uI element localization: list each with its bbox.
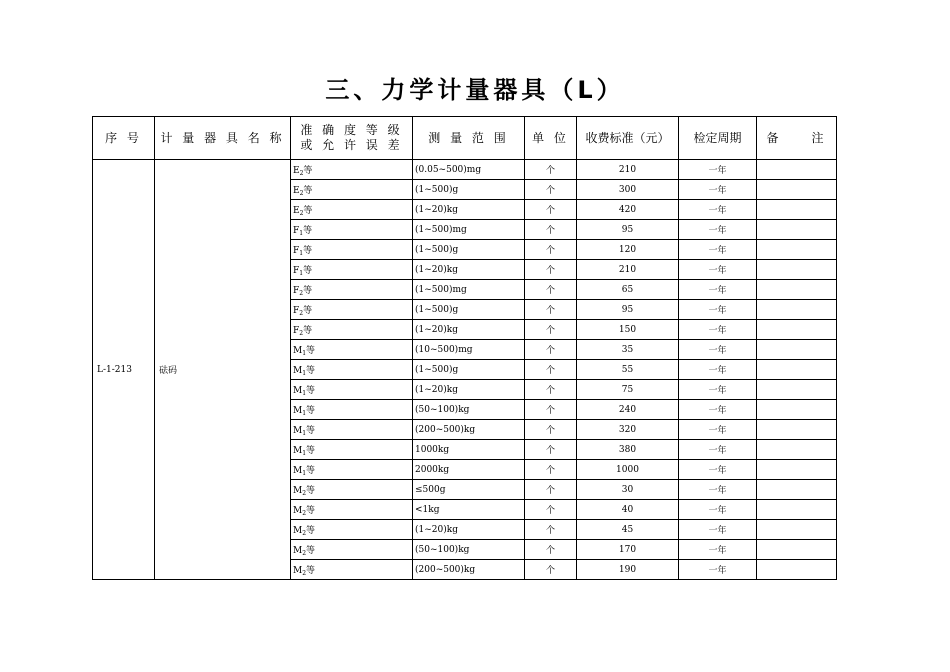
header-accuracy [291,117,413,160]
remark-cell [757,360,837,380]
period-cell: 一年 [679,320,757,340]
unit-cell: 个 [525,220,577,240]
fee-table [92,116,837,580]
unit-cell: 个 [525,440,577,460]
range-cell: 2000kg [413,460,525,480]
accuracy-cell [291,360,413,380]
accuracy-cell [291,220,413,240]
item-name: 砝码 [155,160,291,580]
remark-cell [757,520,837,540]
range-cell: (200~500)kg [413,560,525,580]
accuracy-suffix: 等 [306,385,316,396]
fee-cell: 35 [577,340,679,360]
remark-cell [757,460,837,480]
accuracy-cell [291,260,413,280]
accuracy-subscript: 2 [299,169,304,177]
range-cell: (1~20)kg [413,320,525,340]
accuracy-cell [291,440,413,460]
accuracy-subscript: 1 [302,409,307,417]
remark-cell [757,560,837,580]
header-accuracy-line2: 或 允 许 误 差 [300,138,403,152]
unit-cell: 个 [525,360,577,380]
accuracy-class: E [293,205,300,216]
period-cell: 一年 [679,560,757,580]
fee-cell: 45 [577,520,679,540]
unit-cell: 个 [525,480,577,500]
accuracy-suffix: 等 [303,225,313,236]
remark-cell [757,180,837,200]
accuracy-cell [291,560,413,580]
range-cell: (200~500)kg [413,420,525,440]
remark-cell [757,340,837,360]
fee-cell: 95 [577,220,679,240]
period-cell: 一年 [679,420,757,440]
unit-cell: 个 [525,340,577,360]
remark-cell [757,320,837,340]
range-cell: ≤500g [413,480,525,500]
accuracy-subscript: 1 [302,429,307,437]
unit-cell: 个 [525,500,577,520]
period-cell: 一年 [679,500,757,520]
fee-cell: 65 [577,280,679,300]
period-cell: 一年 [679,200,757,220]
accuracy-suffix: 等 [303,185,313,196]
accuracy-cell [291,420,413,440]
range-cell: (1~500)g [413,360,525,380]
unit-cell: 个 [525,540,577,560]
accuracy-subscript: 1 [302,369,307,377]
remark-cell [757,440,837,460]
unit-cell: 个 [525,280,577,300]
accuracy-class: M [293,345,303,356]
range-cell: (1~20)kg [413,200,525,220]
accuracy-subscript: 2 [302,489,307,497]
accuracy-class: M [293,445,303,456]
accuracy-class: M [293,465,303,476]
period-cell: 一年 [679,380,757,400]
remark-cell [757,500,837,520]
fee-cell: 1000 [577,460,679,480]
range-cell: (1~500)mg [413,220,525,240]
range-cell: 1000kg [413,440,525,460]
fee-cell: 210 [577,260,679,280]
accuracy-suffix: 等 [306,465,316,476]
accuracy-class: M [293,485,303,496]
accuracy-subscript: 2 [299,329,304,337]
accuracy-subscript: 2 [299,209,304,217]
accuracy-cell [291,240,413,260]
range-cell: (1~20)kg [413,380,525,400]
header-remark: 备 注 [757,117,837,160]
range-cell: (50~100)kg [413,400,525,420]
accuracy-subscript: 2 [299,189,304,197]
accuracy-subscript: 1 [302,349,307,357]
accuracy-class: E [293,185,300,196]
fee-cell: 170 [577,540,679,560]
period-cell: 一年 [679,160,757,180]
remark-cell [757,380,837,400]
accuracy-subscript: 2 [299,309,304,317]
unit-cell: 个 [525,380,577,400]
accuracy-suffix: 等 [306,505,316,516]
period-cell: 一年 [679,260,757,280]
unit-cell: 个 [525,520,577,540]
accuracy-suffix: 等 [306,365,316,376]
accuracy-cell [291,200,413,220]
period-cell: 一年 [679,180,757,200]
accuracy-cell [291,460,413,480]
accuracy-cell [291,540,413,560]
range-cell: (50~100)kg [413,540,525,560]
fee-cell: 320 [577,420,679,440]
accuracy-class: F [293,285,300,296]
accuracy-subscript: 2 [302,529,307,537]
unit-cell: 个 [525,260,577,280]
period-cell: 一年 [679,300,757,320]
accuracy-suffix: 等 [303,305,313,316]
fee-cell: 40 [577,500,679,520]
fee-cell: 300 [577,180,679,200]
header-fee: 收费标准（元） [577,117,679,160]
header-seq: 序 号 [93,117,155,160]
accuracy-cell [291,380,413,400]
period-cell: 一年 [679,360,757,380]
range-cell: (1~500)g [413,300,525,320]
accuracy-suffix: 等 [306,545,316,556]
accuracy-suffix: 等 [303,245,313,256]
range-cell: (0.05~500)mg [413,160,525,180]
accuracy-suffix: 等 [306,485,316,496]
accuracy-subscript: 1 [299,269,304,277]
unit-cell: 个 [525,160,577,180]
accuracy-subscript: 2 [302,509,307,517]
accuracy-cell [291,340,413,360]
period-cell: 一年 [679,340,757,360]
fee-cell: 190 [577,560,679,580]
accuracy-class: F [293,325,300,336]
accuracy-cell [291,400,413,420]
remark-cell [757,480,837,500]
accuracy-cell [291,300,413,320]
period-cell: 一年 [679,280,757,300]
header-range: 测 量 范 围 [413,117,525,160]
page-title: 三、力学计量器具（L） [325,76,625,104]
fee-cell: 120 [577,240,679,260]
remark-cell [757,540,837,560]
fee-cell: 420 [577,200,679,220]
remark-cell [757,400,837,420]
unit-cell: 个 [525,560,577,580]
accuracy-class: E [293,165,300,176]
header-accuracy-line1: 准 确 度 等 级 [300,123,403,137]
period-cell: 一年 [679,440,757,460]
accuracy-subscript: 1 [299,229,304,237]
range-cell: <1kg [413,500,525,520]
accuracy-subscript: 2 [302,569,307,577]
accuracy-subscript: 2 [299,289,304,297]
accuracy-class: M [293,545,303,556]
accuracy-subscript: 1 [302,449,307,457]
accuracy-class: F [293,265,300,276]
accuracy-cell [291,180,413,200]
fee-cell: 75 [577,380,679,400]
period-cell: 一年 [679,460,757,480]
accuracy-class: M [293,565,303,576]
range-cell: (1~500)g [413,240,525,260]
unit-cell: 个 [525,180,577,200]
accuracy-suffix: 等 [306,425,316,436]
fee-cell: 210 [577,160,679,180]
accuracy-suffix: 等 [303,285,313,296]
accuracy-suffix: 等 [306,525,316,536]
header-name: 计 量 器 具 名 称 [155,117,291,160]
header-row [93,117,837,160]
unit-cell: 个 [525,200,577,220]
accuracy-class: M [293,505,303,516]
accuracy-subscript: 1 [302,469,307,477]
fee-cell: 380 [577,440,679,460]
accuracy-class: M [293,425,303,436]
unit-cell: 个 [525,460,577,480]
accuracy-cell [291,480,413,500]
accuracy-subscript: 1 [299,249,304,257]
period-cell: 一年 [679,520,757,540]
unit-cell: 个 [525,300,577,320]
unit-cell: 个 [525,320,577,340]
fee-cell: 95 [577,300,679,320]
fee-cell: 150 [577,320,679,340]
range-cell: (1~500)g [413,180,525,200]
range-cell: (1~500)mg [413,280,525,300]
range-cell: (1~20)kg [413,260,525,280]
accuracy-class: F [293,225,300,236]
accuracy-suffix: 等 [303,165,313,176]
unit-cell: 个 [525,240,577,260]
remark-cell [757,200,837,220]
accuracy-subscript: 1 [302,389,307,397]
accuracy-suffix: 等 [306,565,316,576]
unit-cell: 个 [525,420,577,440]
unit-cell: 个 [525,400,577,420]
accuracy-class: F [293,305,300,316]
remark-cell [757,280,837,300]
accuracy-class: M [293,525,303,536]
remark-cell [757,420,837,440]
accuracy-suffix: 等 [306,405,316,416]
accuracy-cell [291,160,413,180]
fee-cell: 240 [577,400,679,420]
accuracy-suffix: 等 [303,325,313,336]
header-period: 检定周期 [679,117,757,160]
period-cell: 一年 [679,540,757,560]
accuracy-cell [291,500,413,520]
remark-cell [757,160,837,180]
remark-cell [757,220,837,240]
period-cell: 一年 [679,480,757,500]
accuracy-class: M [293,365,303,376]
accuracy-suffix: 等 [306,445,316,456]
range-cell: (10~500)mg [413,340,525,360]
accuracy-suffix: 等 [303,265,313,276]
header-unit: 单 位 [525,117,577,160]
accuracy-cell [291,280,413,300]
accuracy-subscript: 2 [302,549,307,557]
period-cell: 一年 [679,240,757,260]
accuracy-class: M [293,405,303,416]
range-cell: (1~20)kg [413,520,525,540]
table-row [93,160,837,180]
accuracy-class: M [293,385,303,396]
accuracy-suffix: 等 [306,345,316,356]
accuracy-cell [291,520,413,540]
remark-cell [757,260,837,280]
remark-cell [757,300,837,320]
fee-cell: 30 [577,480,679,500]
remark-cell [757,240,837,260]
period-cell: 一年 [679,220,757,240]
accuracy-cell [291,320,413,340]
period-cell: 一年 [679,400,757,420]
fee-cell: 55 [577,360,679,380]
accuracy-suffix: 等 [303,205,313,216]
accuracy-class: F [293,245,300,256]
item-code: L-1-213 [93,160,155,580]
